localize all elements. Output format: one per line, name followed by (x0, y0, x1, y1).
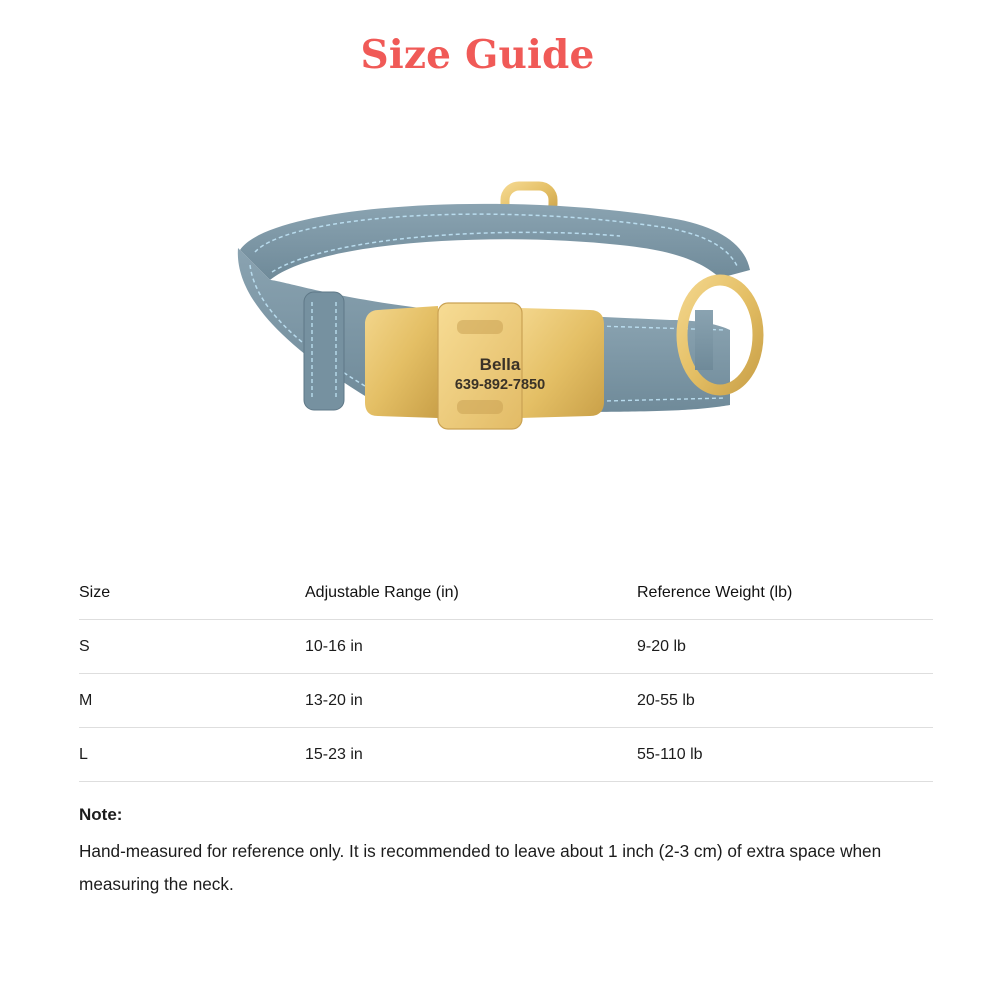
collar-image (200, 170, 800, 460)
keeper-loop (304, 292, 344, 410)
header-size: Size (79, 584, 111, 601)
cell-range: 13-20 in (305, 692, 363, 709)
page-title: Size Guide (360, 32, 595, 78)
table-row (79, 728, 933, 782)
header-adjustable-range: Adjustable Range (in) (305, 584, 459, 601)
tag-name: Bella (479, 355, 521, 374)
cell-size: S (79, 638, 90, 655)
note-heading: Note: (79, 805, 123, 824)
table-row (79, 620, 933, 674)
cell-weight: 20-55 lb (637, 692, 695, 709)
cell-weight: 55-110 lb (637, 746, 703, 763)
cell-range: 10-16 in (305, 638, 363, 655)
buckle-right (520, 308, 604, 418)
note-text: Hand-measured for reference only. It is recommended to leave about 1 inch (2-3 cm) of extra space when measuring the neck. (79, 841, 882, 894)
size-table (79, 566, 933, 782)
cell-range: 15-23 in (305, 746, 363, 763)
table-row (79, 674, 933, 728)
cell-size: M (79, 692, 93, 709)
cell-weight: 9-20 lb (637, 638, 686, 655)
tag-phone: 639-892-7850 (454, 377, 546, 393)
buckle-left (365, 306, 438, 418)
cell-size: L (79, 746, 88, 763)
header-reference-weight: Reference Weight (lb) (637, 584, 793, 601)
table-header-row (79, 566, 933, 620)
note-section (79, 803, 939, 901)
collar-back-band (240, 204, 750, 280)
